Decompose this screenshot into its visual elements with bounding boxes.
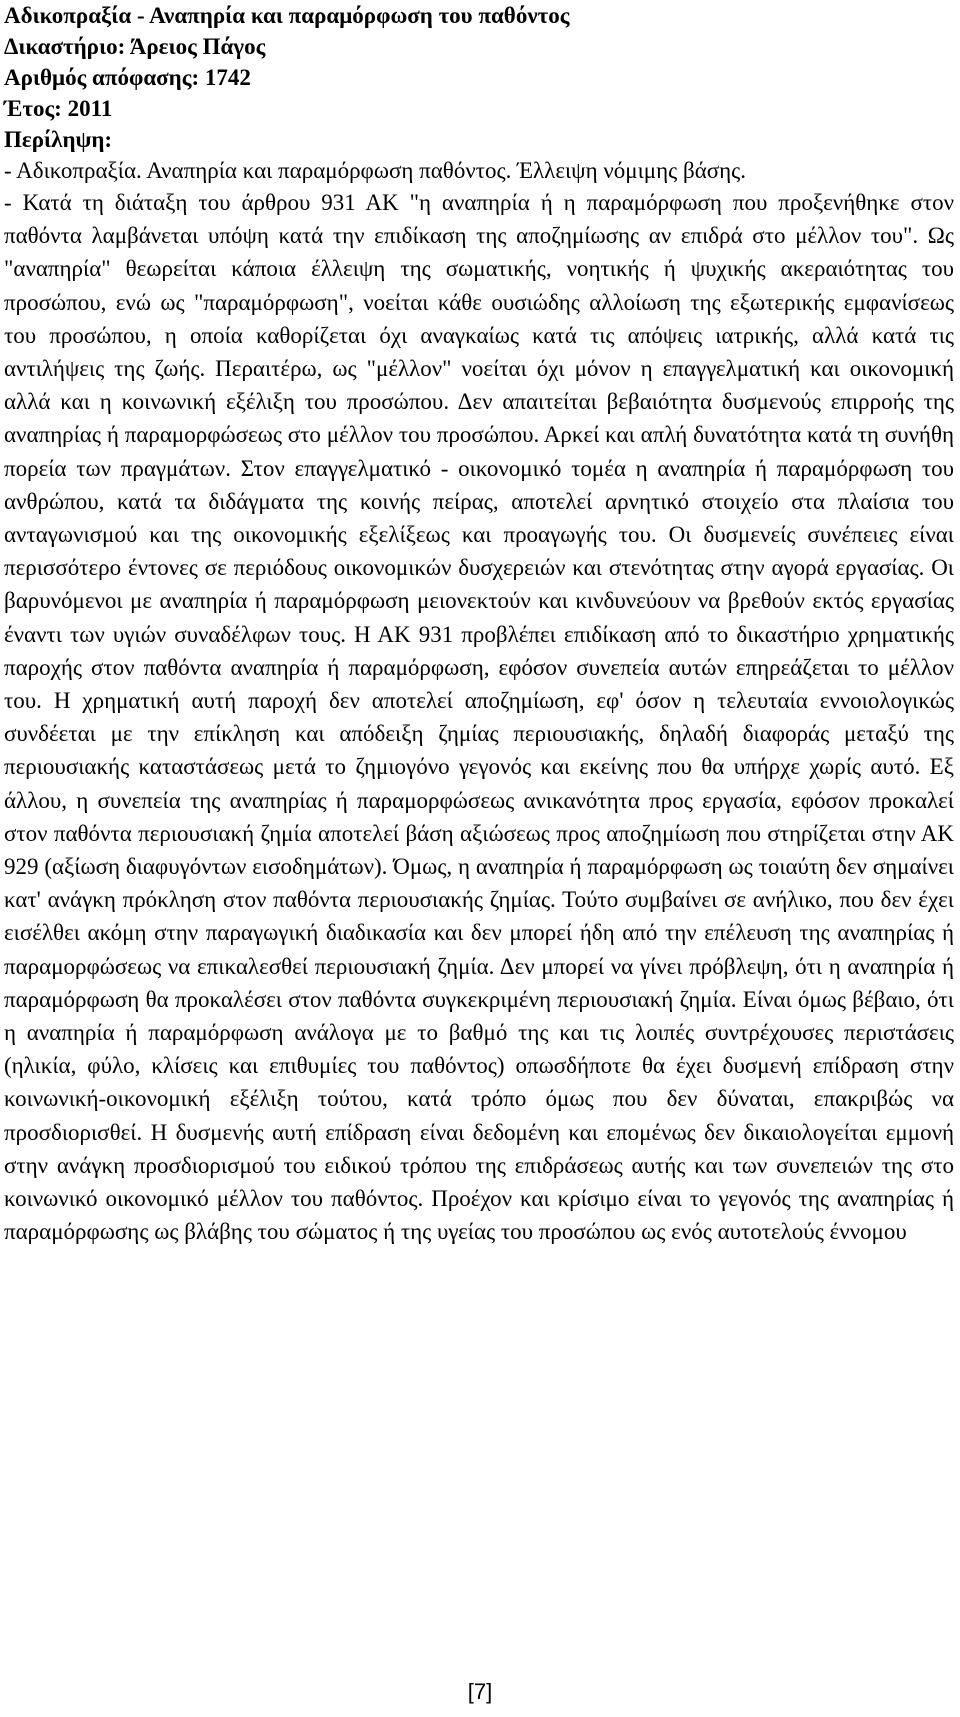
decision-number-line: Αριθμός απόφασης: 1742 xyxy=(4,65,251,90)
page-number: [7] xyxy=(467,1679,493,1704)
summary-label: Περίληψη: xyxy=(4,127,113,152)
document-page xyxy=(4,0,954,1249)
court-line: Δικαστήριο: Άρειος Πάγος xyxy=(4,34,266,59)
summary-paragraph: - Κατά τη διάταξη του άρθρου 931 ΑΚ "η αναπηρία ή η παραμόρφωση που προξενήθηκε στον παθόντα λαμβάνεται υπόψη κατά την επιδίκαση της αποζημίωσης αν επιδρά στο μέλλον του". Ως "αναπηρία" θεωρείται κάποια έλλειψη της σωματικής, νοητικής ή ψυχικής ακεραιότητας του προσώπου, ενώ ως "παραμόρφωση", νοείται κάθε ουσιώδης αλλοίωση της εξωτερικής εμφανίσεως του προσώπου, η οποία καθορίζεται όχι αναγκαίως κατά τις απόψεις ιατρικής, αλλά κατά τις αντιλήψεις της ζωής. Περαιτέρω, ως "μέλλον" νοείται όχι μόνον η επαγγελματική και οικονομική αλλά και η κοινωνική εξέλιξη του προσώπου. Δεν απαιτείται βεβαιότητα δυσμενούς επιρροής της αναπηρίας ή παραμορφώσεως στο μέλλον του προσώπου. Αρκεί και απλή δυνατότητα κατά τη συνήθη πορεία των πραγμάτων. Στον επαγγελματικό - οικονομικό τομέα η αναπηρία ή παραμόρφωση του ανθρώπου, κατά τα διδάγματα της κοινής πείρας, αποτελεί αρνητικό στοιχείο στα πλαίσια του ανταγωνισμού και της οικονομικής εξελίξεως και προαγωγής του. Οι δυσμενείς συνέπειες είναι περισσότερο έντονες σε περιόδους οικονομικών δυσχερειών και στενότητας στην αγορά εργασίας. Οι βαρυνόμενοι με αναπηρία ή παραμόρφωση μειονεκτούν και κινδυνεύουν να βρεθούν εκτός εργασίας έναντι των υγιών συναδέλφων τους. Η ΑΚ 931 προβλέπει επιδίκαση από το δικαστήριο χρηματικής παροχής στον παθόντα αναπηρία ή παραμόρφωση, εφόσον συνεπεία αυτών επηρεάζεται το μέλλον του. Η χρηματική αυτή παροχή δεν αποτελεί αποζημίωση, εφ' όσον η τελευταία εννοιολογικώς συνδέεται με την επίκληση και απόδειξη ζημίας περιουσιακής, δηλαδή διαφοράς μεταξύ της περιουσιακής καταστάσεως μετά το ζημιογόνο γεγονός και εκείνης που θα υπήρχε χωρίς αυτό. Εξ άλλου, η συνεπεία της αναπηρίας ή παραμορφώσεως ανικανότητα προς εργασία, εφόσον προκαλεί στον παθόντα περιουσιακή ζημία αποτελεί βάση αξιώσεως προς αποζημίωση που στηρίζεται στην ΑΚ 929 (αξίωση διαφυγόντων εισοδημάτων). Όμως, η αναπηρία ή παραμόρφωση ως τοιαύτη δεν σημαίνει κατ' ανάγκη πρόκληση στον παθόντα περιουσιακής ζημίας. Τούτο συμβαίνει σε ανήλικο, που δεν έχει εισέλθει ακόμη στην παραγωγική διαδικασία και δεν μπορεί ήδη από την επέλευση της αναπηρίας ή παραμορφώσεως να επικαλεσθεί περιουσιακή ζημία. Δεν μπορεί να γίνει πρόβλεψη, ότι η αναπηρία ή παραμόρφωση θα προκαλέσει στον παθόντα συγκεκριμένη περιουσιακή ζημία. Είναι όμως βέβαιο, ότι η αναπηρία ή παραμόρφωση ανάλογα με το βαθμό της και τις λοιπές συντρέχουσες περιστάσεις (ηλικία, φύλο, κλίσεις και επιθυμίες του παθόντος) οπωσδήποτε θα έχει δυσμενή επίδραση στην κοινωνική-οικονομική εξέλιξη τούτου, κατά τρόπο όμως που δεν δύναται, επακριβώς να προσδιορισθεί. Η δυσμενής αυτή επίδραση είναι δεδομένη και επομένως δεν δικαιολογείται εμμονή στην ανάγκη προσδιορισμού του ειδικού τρόπου της επιδράσεως αυτής και των συνεπειών της στο κοινωνικό οικονομικό μέλλον του παθόντος. Προέχον και κρίσιμο είναι το γεγονός της αναπηρίας ή παραμόρφωσης ως βλάβης του σώματος ή της υγείας του προσώπου ως ενός αυτοτελούς έννομου xyxy=(4,190,954,1245)
document-title: Αδικοπραξία - Αναπηρία και παραμόρφωση του παθόντος xyxy=(4,3,570,28)
year-line: Έτος: 2011 xyxy=(4,96,113,121)
summary-first-line: - Αδικοπραξία. Αναπηρία και παραμόρφωση παθόντος. Έλλειψη νόμιμης βάσης. xyxy=(4,158,747,183)
